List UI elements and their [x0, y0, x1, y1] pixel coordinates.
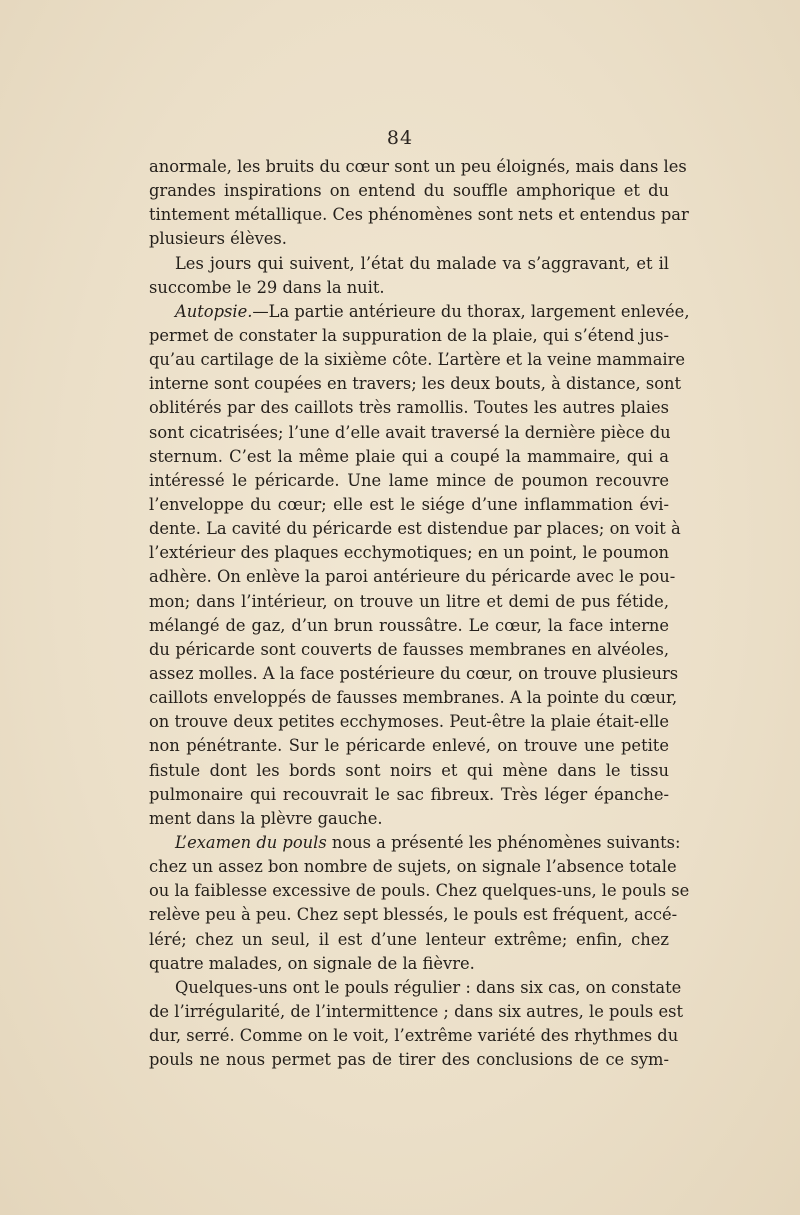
text-line: dur, serré. Comme on le voit, l’extrême variété des rhythmes du — [149, 1026, 679, 1046]
text-line: ment dans la plèvre gauche. — [149, 808, 383, 828]
text-line: de l’irrégularité, de l’intermittence ; dans six autres, le pouls est — [149, 1001, 683, 1021]
text-line: plusieurs élèves. — [149, 229, 287, 249]
text-line: qu’au cartilage de la sixième côte. L’artère et la veine mammaire — [149, 350, 686, 370]
text-line: quatre malades, on signale de la fièvre. — [149, 953, 475, 973]
text-line: anormale, les bruits du cœur sont un peu éloignés, mais dans les — [149, 157, 687, 176]
text-line-examen — [149, 831, 681, 855]
text-line-rest: nous a présenté les phénomènes suivants: — [326, 832, 681, 852]
text-line: sternum. C’est la même plaie qui a coupé la mammaire, qui a — [149, 446, 669, 466]
text-line: assez molles. A la face postérieure du cœur, on trouve plusieurs — [149, 663, 679, 683]
text-line: fistule dont les bords sont noirs et qui mène dans le tissu — [149, 760, 669, 780]
text-line: non pénétrante. Sur le péricarde enlevé, on trouve une petite — [149, 736, 669, 756]
text-line: grandes inspirations on entend du souffle amphorique et du — [149, 181, 669, 201]
text-line: pouls ne nous permet pas de tirer des conclusions de ce sym- — [149, 1050, 669, 1070]
text-line: intéressé le péricarde. Une lame mince de poumon recouvre — [149, 470, 669, 490]
text-line: caillots enveloppés de fausses membranes. A la pointe du cœur, — [149, 688, 678, 708]
text-line: mon; dans l’intérieur, on trouve un litre et demi de pus fétide, — [149, 591, 669, 611]
examen-heading: L’examen du pouls — [175, 832, 327, 852]
text-line: relève peu à peu. Chez sept blessés, le pouls est fréquent, accé- — [149, 905, 678, 925]
text-line: adhère. On enlève la paroi antérieure du péricarde avec le pou- — [149, 567, 676, 587]
text-line: permet de constater la suppuration de la plaie, qui s’étend jus- — [149, 325, 669, 345]
text-line: chez un assez bon nombre de sujets, on signale l’absence totale — [149, 857, 677, 877]
text-line-rest: —La partie antérieure du thorax, largement enlevée, — [252, 301, 690, 321]
text-line: sont cicatrisées; l’une d’elle avait traversé la dernière pièce du — [149, 422, 671, 442]
text-line: ou la faiblesse excessive de pouls. Chez quelques-uns, le pouls se — [149, 881, 690, 901]
text-line: l’extérieur des plaques ecchymotiques; en un point, le poumon — [149, 543, 669, 563]
text-line: mélangé de gaz, d’un brun roussâtre. Le cœur, la face interne — [149, 615, 669, 635]
text-line: Les jours qui suivent, l’état du malade va s’aggravant, et il — [175, 253, 669, 273]
text-line: du péricarde sont couverts de fausses membranes en alvéoles, — [149, 639, 669, 659]
page-number: 84 — [386, 127, 414, 149]
text-line: succombe le 29 dans la nuit. — [149, 277, 385, 297]
text-line: oblitérés par des caillots très ramollis. Toutes les autres plaies — [149, 398, 669, 418]
autopsie-heading: Autopsie. — [175, 301, 253, 321]
body-text — [149, 155, 690, 1072]
text-line: l’enveloppe du cœur; elle est le siége d’une inflammation évi- — [149, 494, 669, 514]
text-line: on trouve deux petites ecchymoses. Peut-être la plaie était-elle — [149, 712, 669, 732]
text-line: pulmonaire qui recouvrait le sac fibreux. Très léger épanche- — [149, 784, 669, 804]
text-line: léré; chez un seul, il est d’une lenteur extrême; enfin, chez — [149, 929, 669, 949]
text-line: tintement métallique. Ces phénomènes sont nets et entendus par — [149, 205, 689, 225]
text-line: Quelques-uns ont le pouls régulier : dans six cas, on constate — [175, 977, 682, 997]
text-line: dente. La cavité du péricarde est distendue par places; on voit à — [149, 519, 681, 539]
text-line-autopsie — [149, 300, 690, 324]
text-line: interne sont coupées en travers; les deux bouts, à distance, sont — [149, 374, 682, 394]
